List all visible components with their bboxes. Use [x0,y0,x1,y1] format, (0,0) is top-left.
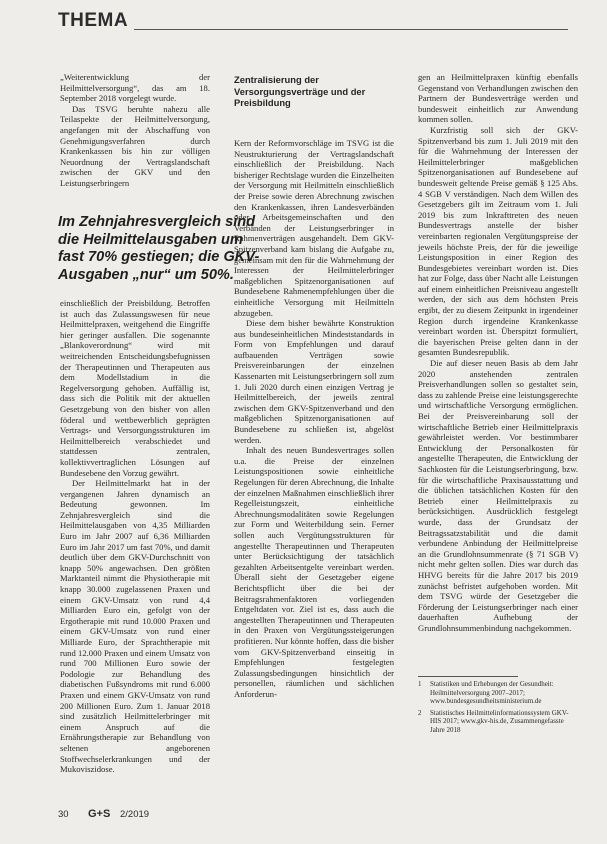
footnote-number: 2 [418,708,422,717]
page-header [58,10,568,32]
issue-number: 2/2019 [120,809,150,820]
paragraph: Der Heilmittelmarkt hat in der vergangenen Jahren dynamisch an Bedeutung gewonnen. Im Zehnjahresvergleich sind die Heilmittelausgaben von 4,35 Milliarden Euro im Jahr 2007 auf 6,36 Milliarden Euro im Jahr 2017 um fast 70%, und damit deutlich über dem GKV-Durchschnitt von knapp 50% angewachsen. Den größten Marktanteil nimmt die Physiotherapie mit knapp 30.000 zugelassenen Praxen und einem GKV-Umsatz von rund 4,4 Milliarden Euro ein, gefolgt von der Ergotherapie mit rund 10.000 Praxen und einem GKV-Umsatz von rund einer Milliarde Euro, der Sprachtherapie mit rund 12.000 Praxen und einem Umsatz von rund 700 Millionen Euro sowie der Podologie zur Behandlung des diabetischen Fußsyndroms mit rund 6.000 Praxen und einem GKV-Umsatz von rund 200 Millionen Euro. Zum 1. Januar 2018 sind zusätzlich Heilmittelerbringer mit einem Anspruch auf die Ernährungstherapie zur Behandlung von seltenen angeborenen Stoffwechselerkrankungen und der Mukoviszidose. [60,478,210,775]
paragraph: Kurzfristig soll sich der GKV-Spitzenverband bis zum 1. Juli 2019 mit den für die Wahrnehmung der Interessen der Heilmittelerbringer maßgeblichen Spitzenorganisationen auf Bundesebene auf bundesweit geltende Preise gemäß § 125 Abs. 4 SGB V verständigen. Nach dem Willen des Gesetzgebers gilt im Zeitraum vom 1. Juli 2019 bis zum Inkrafttreten des neuen Bundesvertrags anstelle der bisher vereinbarten regionalen Vergütungspreise der jeweils höchste Preis, der für die jeweilige Leistungsposition in einer Region des Bundesgebietes vereinbart worden ist. Dies hat zur Folge, dass über Nacht alle Leistungen auf einem einheitlichen Preisniveau angestellt werden, der sich aus dem höchsten Preis ergibt, der zu diesem Zeitpunkt in irgendeiner Region durch irgendeine Krankenkasse vereinbart worden ist. Überspitzt formuliert, die bayerischen Preise gelten dann in der gesamten Bundesrepublik. [418,124,578,358]
column-1-bottom [60,298,210,775]
footnote [418,709,578,735]
paragraph: Diese dem bisher bewährte Konstruktion aus bundeseinheitlichen Mindeststandards in Form von Empfehlungen und darauf aufbauenden Verträgen sowie Preisvereinbarungen der einzelnen Kassenarten mit Leistungserbringern soll zum 1. Juli 2020 durch einen einzigen Vertrag je Heilmittelbereich, der jeweils zentral zwischen dem GKV-Spitzenverband und den maßgeblichen Spitzenorganisationen auf Bundesebene zu schließen ist, abgelöst werden. [234,318,394,445]
paragraph: Das TSVG beruhte nahezu alle Teilaspekte der Heilmittelversorgung, angefangen mit der Abschaffung von Genehmigungsverfahren durch Krankenkassen bis hin zur völligen Neuordnung der Vertragslandschaft zwischen der GKV und den Leistungserbringern [60,103,210,188]
paragraph: Kern der Reformvorschläge im TSVG ist die Neustrukturierung der Vertragslandschaft einschließlich der Preisbildung. Nach bisheriger Rechtslage wurden die Einzelheiten der Versorgung mit Heilmitteln einschließlich der Preise sowie deren Abrechnung zwischen den Krankenkassen, ihren Landesverbänden oder Arbeitsgemeinschaften und den Verbänden der Leistungserbringer in Rahmenverträgen ausgehandelt. Dem GKV-Spitzenverband kam bislang die Aufgabe zu, gemeinsam mit den für die Wahrnehmung der Interessen der Heilmittelerbringer maßgeblichen Spitzenorganisationen auf Bundesebene Rahmenempfehlungen über die einheitliche Versorgung mit Heilmitteln abzugeben. [234,138,394,318]
paragraph: einschließlich der Preisbildung. Betroffen ist auch das Zulassungswesen für neue Heilmittelpraxen, weitgehend die Eingriffe hier geringer ausfallen. Die sogenannte „Blankoverordnung“ wird mit weitreichenden Entscheidungsbefugnissen der Therapeutinnen und Therapeuten aus dem Modellstadium in die Regelversorgung gehoben. Auffällig ist, dass sich die Politik mit der aktuellen Gesetzgebung von den bisher von allen föderal und wettbewerblich geprägten Vertrags- und Versorgungsstrukturen im Heilmittelbereich verabschiedet und stattdessen zentralen, kollektivvertraglichen Lösungen auf Bundesebene den Vorzug gewährt. [60,298,210,478]
header-rule [134,29,568,30]
section-subheading: Zentralisierung der Versorgungsverträge und der Preisbildung [234,74,366,109]
column-1-top [60,72,210,189]
column-3 [418,72,578,633]
paragraph: gen an Heilmittelpraxen künftig ebenfalls Gegenstand von Verhandlungen zwischen den Partnern der Bundesverträge werden und bundesweit einheitlich zur Anwendung kommen sollen. [418,72,578,125]
paragraph: „Weiterentwicklung der Heilmittelversorgung“, das am 18. September 2018 vorgelegt wurde. [60,72,210,104]
footnote-number: 1 [418,680,422,688]
footnote-text: Statistisches Heilmittelinformationssystem GKV-HIS 2017; www.gkv-his.de, Zusammengefasste Jahre 2018 [430,708,569,734]
footnote-text: Statistiken und Erhebungen der Gesundheit: Heilmittelversorgung 2007–2017; www.bundesgesundheitsministerium.de [430,680,554,706]
page-number: 30 [58,809,69,820]
footnotes [418,680,578,738]
paragraph: Die auf dieser neuen Basis ab dem Jahr 2020 anstehenden zentralen Preisverhandlungen sollen so gestaltet sein, dass zu zahlende Preise eine leistungsgerechte und wirtschaftliche Versorgung ermöglichen. Bei der Preisvereinbarung soll der wirtschaftliche Betrieb einer Heilmittelpraxis gewährleistet werden. Vor bestimmbarer Entwicklung der Personalkosten für angestellte Therapeuten, die Entwicklung der Sachkosten für die Leistungserbringung, bzw. für die wirtschaftliche Praxisausstattung und die üblichen tatsächlichen Kosten für den Betrieb einer Heilmittelpraxis zu berücksichtigen. Ausdrücklich festgelegt wurde, dass der Grundsatz der Beitragssatzstabilität und die damit verbundene Anbindung der Heilmittelpreise an die Grundlohnsummenrate (§ 71 SGB V) nicht mehr gelten sollen. Dies war durch das HHVG bereits für die Jahre 2017 bis 2019 zunächst befristet aufgehoben worden. Mit dem TSVG würde der Gesetzgeber die Förderung der Leistungserbringer nach einer dauerhaften Aufhebung der Grundlohnsummenbindung nachgekommen. [418,358,578,633]
magazine-brand: G+S [88,808,111,820]
pull-quote: Im Zehnjahresvergleich sind die Heilmittelausgaben um fast 70% gestiegen; die GKV-Ausgaben „nur“ um 50%. [58,214,260,283]
column-2 [234,138,394,699]
section-title: THEMA [58,10,129,31]
footnote-rule [418,676,518,677]
footnote [418,680,578,706]
paragraph: Inhalt des neuen Bundesvertrages sollen u.a. die Preise der einzelnen Leistungspositionen sowie einheitliche Regelungen für deren Abrechnung, die Inhalte der einzelnen Maßnahmen einschließlich ihrer Regelleistungszeit, einheitliche Abrechnungsmodalitäten sowie Regelungen zur Form und Weiterbildung sein. Ferner sollen auch Vergütungsstrukturen für angestellte Therapeutinnen und Therapeuten unter Berücksichtigung der tatsächlich gezahlten Arbeitsentgelte vereinbart werden. Überall sieht der Gesetzgeber eigene Berichtspflicht über die bei der Beitragsrahmenfaktoren vorliegenden Entgeltdaten vor. Ziel ist es, dass auch die angestellten Therapeutinnen und Therapeuten in den Praxen von Vergütungssteigerungen profitieren. Nur könnte hoffen, dass die bisher vom GKV-Spitzenverband einseitig in Empfehlungen festgelegten Zulassungsbedingungen hinsichtlich der personellen, räumlichen und sächlichen Anforderun- [234,445,394,699]
